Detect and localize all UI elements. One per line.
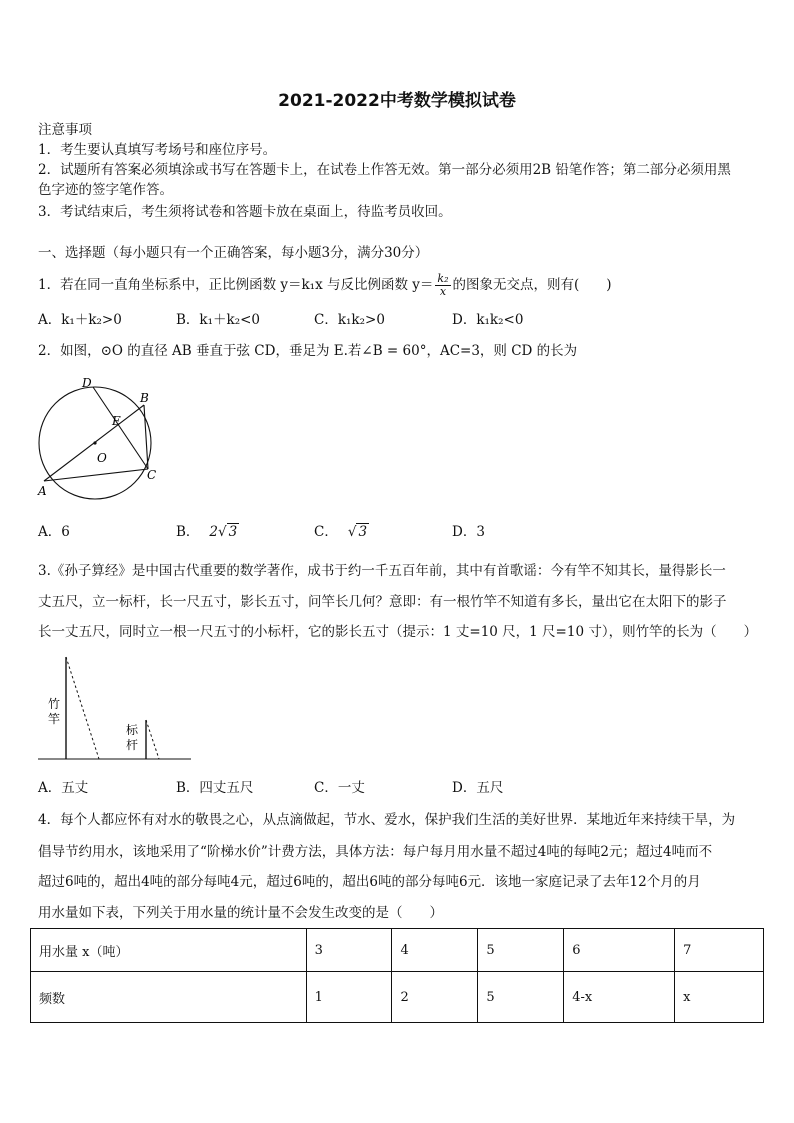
notice-heading: 注意事项 bbox=[38, 122, 92, 138]
q3-options bbox=[38, 778, 758, 798]
label-o: O bbox=[97, 451, 107, 465]
notice-item-2-cont: 色字迹的签字笔作答。 bbox=[38, 182, 173, 198]
table-cell: 5 bbox=[478, 972, 564, 1023]
q3-pole-figure bbox=[36, 650, 196, 765]
q1-options bbox=[38, 310, 758, 330]
table-cell: 1 bbox=[306, 972, 392, 1023]
table-cell: 频数 bbox=[31, 972, 307, 1023]
table-cell: 3 bbox=[306, 929, 392, 972]
q1-text-before: 1．若在同一直角坐标系中，正比例函数 y＝k₁x 与反比例函数 y＝ bbox=[38, 277, 434, 293]
q1-frac-den: x bbox=[439, 285, 447, 298]
q2-options bbox=[38, 522, 758, 542]
label-c: C bbox=[147, 468, 157, 482]
center-point bbox=[93, 441, 96, 444]
table-cell: 2 bbox=[392, 972, 478, 1023]
table-cell: 7 bbox=[675, 929, 764, 972]
section-heading: 一、选择题（每小题只有一个正确答案，每小题3分，满分30分） bbox=[38, 245, 429, 261]
q1-option-b[interactable]: B．k₁＋k₂<0 bbox=[176, 312, 261, 328]
table-row bbox=[31, 929, 764, 972]
q2-option-d[interactable]: D．3 bbox=[452, 524, 485, 540]
q2-option-c-prefix: C． bbox=[314, 524, 338, 540]
question-4-line-1: 4．每个人都应怀有对水的敬畏之心，从点滴做起，节水、爱水，保护我们生活的美好世界．某地近年来持续干旱，为 bbox=[38, 812, 736, 828]
q3-option-c[interactable]: C．一丈 bbox=[314, 780, 365, 796]
q3-option-a[interactable]: A．五丈 bbox=[38, 780, 89, 796]
q1-text-after: 的图象无交点，则有( ) bbox=[452, 277, 612, 293]
table-cell: 6 bbox=[564, 929, 675, 972]
q2-option-c[interactable] bbox=[314, 522, 369, 542]
q1-frac-num: k₂ bbox=[437, 272, 449, 285]
q2-option-b-prefix: B． bbox=[176, 524, 200, 540]
label-pole-1: 竹 bbox=[48, 697, 61, 711]
notice-item-1: 1．考生要认真填写考场号和座位序号。 bbox=[38, 142, 277, 158]
label-b: B bbox=[140, 391, 149, 405]
table-cell: 用水量 x（吨） bbox=[31, 929, 307, 972]
label-rod-1: 标 bbox=[126, 723, 139, 737]
q2-option-c-rad: 3 bbox=[358, 524, 368, 540]
question-4-line-3: 超过6吨的，超出4吨的部分每吨4元，超过6吨的，超出6吨的部分每吨6元．该地一家庭记录了去年12个月的月 bbox=[38, 874, 701, 890]
label-e: E bbox=[112, 414, 121, 428]
q2-option-b-sqrt: √ 3 bbox=[218, 524, 238, 540]
q3-option-d[interactable]: D．五尺 bbox=[452, 780, 504, 796]
label-d: D bbox=[82, 376, 92, 390]
bamboo-sun-ray bbox=[66, 657, 99, 759]
q2-option-c-sqrt: √ 3 bbox=[347, 524, 368, 540]
question-1 bbox=[38, 272, 612, 298]
q2-option-b-coef: 2 bbox=[209, 524, 219, 540]
q1-option-a[interactable]: A．k₁＋k₂>0 bbox=[38, 312, 122, 328]
question-3-line-2: 丈五尺，立一标杆，长一尺五寸，影长五寸，问竿长几何？意即：有一根竹竿不知道有多长，量出它在太阳下的影子 bbox=[38, 594, 727, 610]
page-title: 2021-2022中考数学模拟试卷 bbox=[278, 91, 516, 111]
q2-option-a[interactable]: A．6 bbox=[38, 524, 70, 540]
table-row bbox=[31, 972, 764, 1023]
chord-ac bbox=[44, 469, 148, 481]
q2-option-b-rad: 3 bbox=[228, 524, 238, 540]
water-usage-table bbox=[30, 928, 764, 1023]
chord-bc bbox=[144, 405, 148, 469]
question-3-line-1: 3.《孙子算经》是中国古代重要的数学著作，成书于约一千五百年前，其中有首歌谣：今有竿不知其长，量得影长一 bbox=[38, 563, 726, 579]
table-cell: 5 bbox=[478, 929, 564, 972]
q2-circle-figure bbox=[30, 372, 170, 502]
rod-sun-ray bbox=[146, 720, 159, 759]
q2-option-b[interactable] bbox=[176, 522, 239, 542]
notice-item-2: 2．试题所有答案必须填涂或书写在答题卡上，在试卷上作答无效。第一部分必须用2B 铅笔作答；第二部分必须用黑 bbox=[38, 162, 731, 178]
notice-item-3: 3．考试结束后，考生须将试卷和答题卡放在桌面上，待监考员收回。 bbox=[38, 204, 452, 220]
label-rod-2: 杆 bbox=[126, 738, 139, 752]
label-a: A bbox=[38, 484, 47, 498]
question-4-line-4: 用水量如下表，下列关于用水量的统计量不会发生改变的是（ ） bbox=[38, 905, 443, 921]
question-2: 2．如图，⊙O 的直径 AB 垂直于弦 CD，垂足为 E.若∠B = 60°，AC=3，则 CD 的长为 bbox=[38, 343, 578, 359]
question-3-line-3: 长一丈五尺，同时立一根一尺五寸的小标杆，它的影长五寸（提示：1 丈=10 尺，1 尺=10 寸），则竹竿的长为（ ） bbox=[38, 624, 758, 640]
question-4-line-2: 倡导节约用水，该地采用了“阶梯水价”计费方法，具体方法：每户每月用水量不超过4吨的每吨2元；超过4吨而不 bbox=[38, 844, 713, 860]
label-pole-2: 竿 bbox=[48, 712, 61, 726]
q1-option-d[interactable]: D．k₁k₂<0 bbox=[452, 312, 524, 328]
q1-fraction bbox=[435, 273, 450, 298]
table-cell: 4 bbox=[392, 929, 478, 972]
table-cell: 4-x bbox=[564, 972, 675, 1023]
q3-option-b[interactable]: B．四丈五尺 bbox=[176, 780, 254, 796]
table-cell: x bbox=[675, 972, 764, 1023]
q1-option-c[interactable]: C．k₁k₂>0 bbox=[314, 312, 385, 328]
